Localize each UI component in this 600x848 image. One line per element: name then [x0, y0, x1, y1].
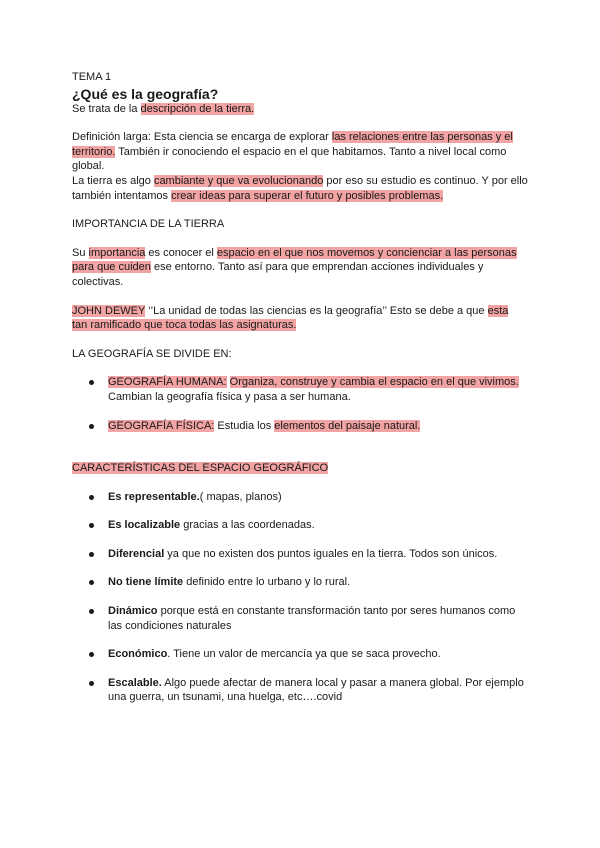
- definition-paragraph: [72, 130, 532, 203]
- def-text-l2mid: por eso su estudio es continuo. Y por ello también intentamos: [72, 174, 528, 202]
- feature-title: Es representable.: [108, 490, 200, 503]
- topic-label: TEMA 1: [72, 71, 112, 83]
- imp-highlight-1: importancia: [88, 246, 146, 259]
- divide-item-highlight: elementos del paisaje natural.: [274, 419, 421, 432]
- document-page: [72, 70, 532, 705]
- intro-text: Se trata de la: [72, 102, 141, 115]
- caracteristicas-list: [72, 490, 532, 705]
- feature-title: No tiene límite: [108, 576, 184, 589]
- imp-text-mid: es conocer el: [145, 246, 217, 259]
- divide-heading: LA GEOGRAFÍA SE DIVIDE EN:: [72, 347, 232, 360]
- divide-item-highlight: Organiza, construye y cambia el espacio en el que vivimos.: [229, 376, 519, 389]
- list-item: [72, 647, 532, 662]
- def-text: Definición larga: Esta ciencia se encarga de explorar: [72, 131, 332, 144]
- imp-highlight-2b: para que cuiden: [72, 261, 151, 274]
- dewey-highlight-1: JOHN DEWEY: [72, 304, 146, 317]
- divide-item-text: Cambian la geografía física y pasa a ser humana.: [108, 390, 351, 403]
- page-title: ¿Qué es la geografía?: [72, 85, 219, 102]
- bullet-icon: [89, 523, 94, 528]
- feature-text: porque está en constante transformación tanto por seres humanos como las condiciones naturales: [108, 605, 516, 632]
- intro-paragraph: [72, 102, 532, 117]
- list-item: [72, 375, 532, 404]
- intro-highlight: descripción de la tierra.: [140, 102, 255, 115]
- def-highlight-1a: las relaciones entre las personas y el: [331, 131, 513, 144]
- feature-text: . Tiene un valor de mercancía ya que se saca provecho.: [167, 648, 441, 661]
- list-item: [72, 604, 532, 633]
- feature-title: Dinámico: [108, 605, 158, 618]
- list-item: [72, 419, 532, 434]
- feature-text: gracias a las coordenadas.: [180, 519, 315, 532]
- def-text-mid: También ir conociendo el espacio en el que habitamos. Tanto a nivel local como global.: [72, 145, 507, 173]
- caracteristicas-heading: [72, 461, 532, 476]
- def-highlight-3: crear ideas para superar el futuro y posibles problemas.: [171, 189, 444, 202]
- list-item: [72, 518, 532, 533]
- dewey-text: ‘’La unidad de todas las ciencias es la geografía’’ Esto se debe a que: [145, 304, 488, 317]
- feature-text: ( mapas, planos): [199, 490, 282, 503]
- divide-item-text: Estudia los: [214, 419, 275, 432]
- def-text-l2: La tierra es algo: [72, 174, 154, 187]
- caracteristicas-heading-text: CARACTERÍSTICAS DEL ESPACIO GEOGRÁFICO: [72, 462, 329, 475]
- importancia-paragraph: [72, 246, 532, 290]
- list-item: [72, 490, 532, 505]
- divide-item-label: GEOGRAFÍA FÍSICA:: [108, 419, 215, 432]
- divide-item-label: GEOGRAFÍA HUMANA:: [108, 376, 227, 389]
- dewey-paragraph: [72, 304, 532, 333]
- feature-title: Escalable.: [108, 676, 162, 689]
- list-item: [72, 676, 532, 705]
- def-highlight-1b: territorio.: [72, 145, 116, 158]
- bullet-icon: [89, 552, 94, 557]
- feature-title: Es localizable: [108, 519, 181, 532]
- feature-text: ya que no existen dos puntos iguales en la tierra. Todos son únicos.: [164, 547, 498, 560]
- feature-title: Económico: [108, 648, 168, 661]
- list-item: [72, 547, 532, 562]
- bullet-icon: [89, 681, 94, 686]
- divide-list: [72, 375, 532, 433]
- bullet-icon: [89, 424, 94, 429]
- bullet-icon: [89, 495, 94, 500]
- def-highlight-2: cambiante y que va evolucionando: [153, 174, 324, 187]
- feature-text: Algo puede afectar de manera local y pasar a manera global. Por ejemplo una guerra, un tsunami, una huelga, etc….covid: [108, 676, 524, 704]
- bullet-icon: [89, 580, 94, 585]
- imp-text-post: ese entorno. Tanto así para que emprendan acciones individuales y colectivas.: [72, 261, 484, 288]
- bullet-icon: [89, 609, 94, 614]
- feature-title: Diferencial: [108, 547, 165, 560]
- imp-text: Su: [72, 246, 89, 259]
- importancia-heading: IMPORTANCIA DE LA TIERRA: [72, 218, 225, 231]
- dewey-highlight-2a: esta: [487, 304, 509, 317]
- imp-highlight-2a: espacio en el que nos movemos y concienciar a las personas: [216, 246, 517, 259]
- feature-text: definido entre lo urbano y lo rural.: [183, 576, 351, 589]
- bullet-icon: [89, 652, 94, 657]
- list-item: [72, 575, 532, 590]
- dewey-highlight-2b: tan ramificado que toca todas las asignaturas.: [72, 319, 297, 332]
- bullet-icon: [89, 380, 94, 385]
